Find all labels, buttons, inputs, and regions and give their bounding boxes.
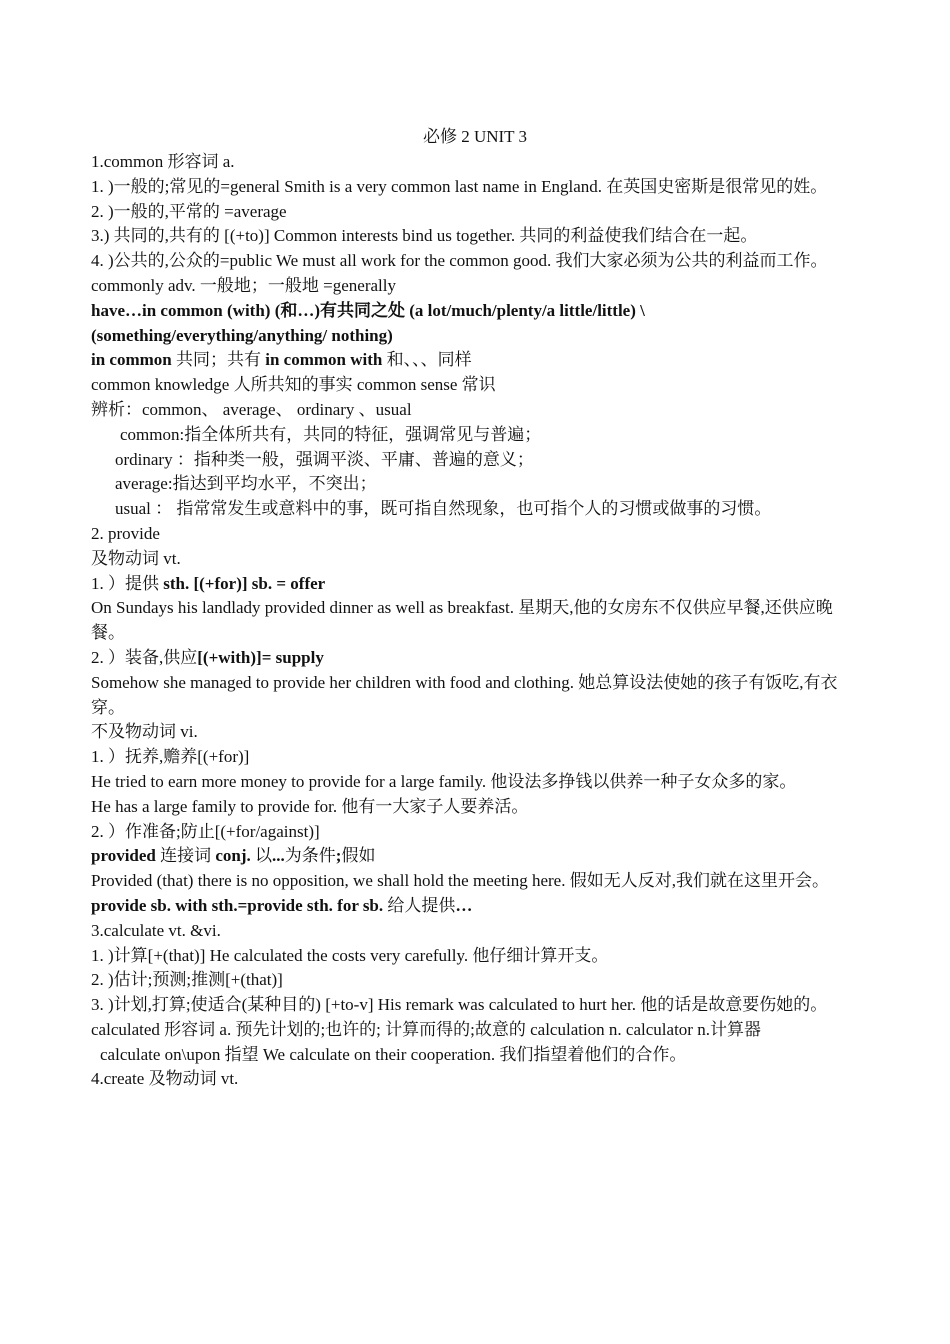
text-line: ordinary ：指种类一般，强调平淡、平庸、普遍的意义； [115, 449, 534, 469]
heading-common: 1.common 形容词 a. [91, 152, 235, 171]
heading-calculate: 3.calculate vt. &vi. [91, 920, 221, 940]
example-line: On Sundays his landlady provided dinner as well as breakfast. 星期天,他的女房东不仅供应早餐,还供应晚餐。 [91, 598, 833, 643]
phrase-meaning: 假如 [341, 846, 376, 866]
text-line: 辨析：common、 average、 ordinary 、usual [91, 399, 412, 419]
phrase-term: ... [272, 846, 285, 866]
text-line: commonly adv. 一般地；一般地 =generally [91, 275, 396, 295]
text-line: average:指达到平均水平，不突出； [115, 474, 377, 494]
example-line: He tried to earn more money to provide for a large family. 他设法多挣钱以供养一种子女众多的家。 [91, 771, 797, 791]
definition-line: 1. )计算[+(that)] He calculated the costs very carefully. 他仔细计算开支。 [91, 945, 609, 965]
text-line: 不及物动词 vi. [91, 722, 198, 742]
text-line: calculate on\upon 指望 We calculate on their cooperation. 我们指望着他们的合作。 [100, 1044, 687, 1064]
phrase-term: conj. [215, 846, 251, 866]
phrase-term: ; [335, 846, 342, 866]
definition-line [91, 572, 866, 597]
definition-line: 2. ）作准备;防止[(+for/against)] [91, 821, 320, 841]
phrase-meaning: 和、、、同样 [382, 350, 472, 370]
phrase-line [91, 348, 866, 373]
definition-line: 3.) 共同的,共有的 [(+to)] Common interests bind us together. 共同的利益使我们结合在一起。 [91, 226, 758, 246]
text-line: common knowledge 人所共知的事实 common sense 常识 [91, 375, 496, 395]
phrase-line [91, 844, 866, 869]
phrase-meaning: 以 [250, 846, 273, 866]
text-line: calculated 形容词 a. 预先计划的;也许的; 计算而得的;故意的 calculation n. calculator n.计算器 [91, 1019, 761, 1039]
phrase-meaning: 给人提供 [383, 895, 456, 915]
definition-line: 2. )估计;预测;推测[+(that)] [91, 970, 283, 990]
definition-line: 2. )一般的,平常的 =average [91, 201, 287, 221]
text-line: usual ： 指常常发生或意料中的事，既可指自然现象，也可指个人的习惯或做事的习惯。 [115, 499, 772, 519]
document-title: 必修 2 UNIT 3 [422, 127, 528, 146]
definition-line [91, 646, 866, 671]
phrase-line: (something/everything/anything/ nothing) [91, 325, 393, 345]
definition-line: 1. ）抚养,赡养[(+for)] [91, 747, 250, 767]
example-line: He has a large family to provide for. 他有一大家子人要养活。 [91, 796, 529, 816]
phrase-term: provide sb. with sth.=provide sth. for sb. [91, 895, 384, 915]
heading-provide: 2. provide [91, 523, 160, 543]
definition-term: [(+with)]= supply [197, 647, 324, 667]
definition-label: 1. ）提供 [91, 573, 164, 593]
heading-create: 4.create 及物动词 vt. [91, 1069, 239, 1089]
phrase-term: in common [91, 350, 172, 370]
phrase-term: provided [91, 846, 156, 866]
example-line: Provided (that) there is no opposition, we shall hold the meeting here. 假如无人反对,我们就在这里开会。 [91, 871, 829, 891]
document-body [91, 150, 866, 1092]
phrase-meaning: 共同；共有 [171, 350, 266, 370]
example-line: Somehow she managed to provide her children with food and clothing. 她总算设法使她的孩子有饭吃,有衣穿。 [91, 672, 838, 717]
phrase-meaning: 连接词 [155, 846, 216, 866]
text-line: common:指全体所共有，共同的特征，强调常见与普遍； [120, 424, 542, 444]
definition-line: 3. )计划,打算;使适合(某种目的) [+to-v] His remark was calculated to hurt her. 他的话是故意要伤她的。 [91, 995, 828, 1015]
phrase-line [91, 894, 866, 919]
phrase-meaning: 为条件 [284, 846, 336, 866]
text-line: 及物动词 vt. [91, 548, 181, 568]
phrase-term: in common with [265, 350, 383, 370]
definition-label: 2. ）装备,供应 [91, 647, 198, 667]
definition-line: 1. )一般的;常见的=general Smith is a very common last name in England. 在英国史密斯是很常见的姓。 [91, 176, 828, 196]
definition-term: sth. [(+for)] sb. = offer [163, 573, 326, 593]
definition-line: 4. )公共的,公众的=public We must all work for the common good. 我们大家必须为公共的利益而工作。 [91, 251, 828, 271]
phrase-line: have…in common (with) (和…)有共同之处 (a lot/much/plenty/a little/little) \ [91, 300, 645, 320]
phrase-term: … [455, 895, 473, 915]
